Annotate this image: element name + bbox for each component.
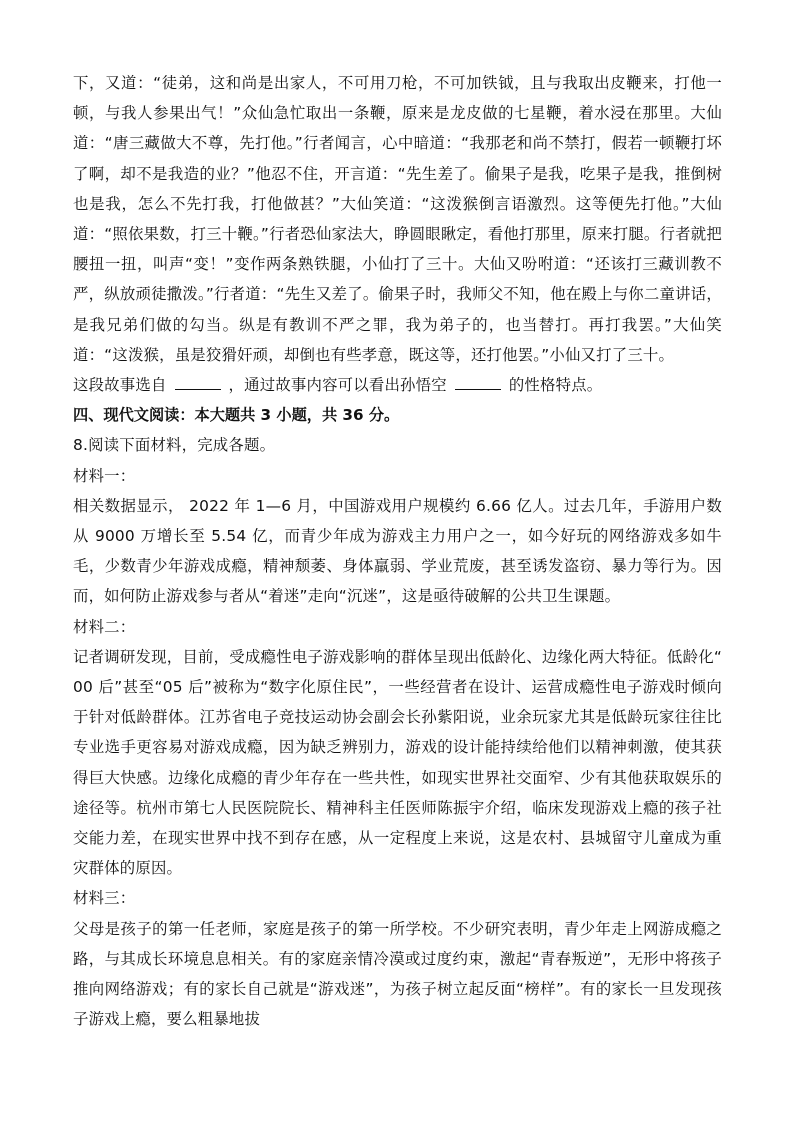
- material-3-label: 材料三：: [73, 889, 136, 908]
- material-1-label: 材料一：: [73, 466, 136, 485]
- material-1-text: 相关数据显示， 2022 年 1—6 月，中国游戏用户规模约 6.66 亿人。过去几年，手游用户数从 9000 万增长至 5.54 亿，而青少年成为游戏主力用户之一，如今好玩的网络游戏多如牛毛，少数青少年游戏成瘾，精神颓萎、身体羸弱、学业荒废，甚至诱发盗窃、暴力等行为。因而，如何防止游戏参与者从“着迷”走向“沉迷”，这是亟待破解的公共卫生课题。: [73, 496, 722, 606]
- material-2-text: 记者调研发现，目前，受成瘾性电子游戏影响的群体呈现出低龄化、边缘化两大特征。低龄化“ 00 后”甚至“05 后”被称为“数字化原住民”，一些经营者在设计、运营成瘾性电子游戏时倾向于针对低龄群体。江苏省电子竞技运动协会副会长孙紫阳说，业余玩家尤其是低龄玩家往往比专业选手更容易对游戏成瘾，因为缺乏辨别力，游戏的设计能持续给他们以精神刺激，使其获得巨大快感。边缘化成瘾的青少年存在一些共性，如现实世界社交面窄、少有其他获取娱乐的途径等。杭州市第七人民医院院长、精神科主任医师陈振宇介绍，临床发现游戏上瘾的孩子社交能力差，在现实世界中找不到存在感，从一定程度上来说，这是农村、县城留守儿童成为重灾群体的原因。: [73, 647, 722, 878]
- story-excerpt: 下，又道：“徒弟，这和尚是出家人，不可用刀枪，不可加铁钺，且与我取出皮鞭来，打他一顿，与我人参果出气！”众仙急忙取出一条鞭，原来是龙皮做的七星鞭，着水浸在那里。大仙道：“唐三藏做大不尊，先打他。”行者闻言，心中暗道：“我那老和尚不禁打，假若一顿鞭打坏了啊，却不是我造的业？”他忍不住，开言道：“先生差了。偷果子是我，吃果子是我，推倒树也是我，怎么不先打我，打他做甚？”大仙笑道：“这泼猴倒言语激烈。这等便先打他。”大仙道：“照依果数，打三十鞭。”行者恐仙家法大，睁圆眼瞅定，看他打那里，原来打腿。行者就把腰扭一扭，叫声“变！”变作两条熟铁腿，小仙打了三十。大仙又吩咐道：“还该打三藏训教不严，纵放顽徒撒泼。”行者道：“先生又差了。偷果子时，我师父不知，他在殿上与你二童讲话，是我兄弟们做的勾当。纵是有教训不严之罪，我为弟子的，也当替打。再打我罢。”大仙笑道：“这泼猴，虽是狡猾奸顽，却倒也有些孝意，既这等，还打他罢。”小仙又打了三十。: [73, 74, 722, 364]
- question-8-prompt: 8.阅读下面材料，完成各题。: [73, 436, 276, 455]
- question-7-part-3: 的性格特点。: [508, 376, 603, 395]
- material-3-text: 父母是孩子的第一任老师，家庭是孩子的第一所学校。不少研究表明，青少年走上网游成瘾之路，与其成长环境息息相关。有的家庭亲情冷漠或过度约束，激起“青春叛逆”，无形中将孩子推向网络游戏；有的家长自己就是“游戏迷”，为孩子树立起反面“榜样”。有的家长一旦发现孩子游戏上瘾，要么粗暴地拔: [73, 919, 722, 1029]
- section-4-heading: 四、现代文阅读：本大题共 3 小题，共 36 分。: [73, 406, 400, 425]
- answer-blank-source[interactable]: [175, 375, 221, 390]
- question-7-part-2: ，通过故事内容可以看出孙悟空: [228, 376, 447, 395]
- material-2-label: 材料二：: [73, 617, 136, 636]
- answer-blank-trait[interactable]: [455, 375, 501, 390]
- question-7-part-1: 这段故事选自: [73, 376, 167, 395]
- question-7-fill-in: [73, 370, 722, 400]
